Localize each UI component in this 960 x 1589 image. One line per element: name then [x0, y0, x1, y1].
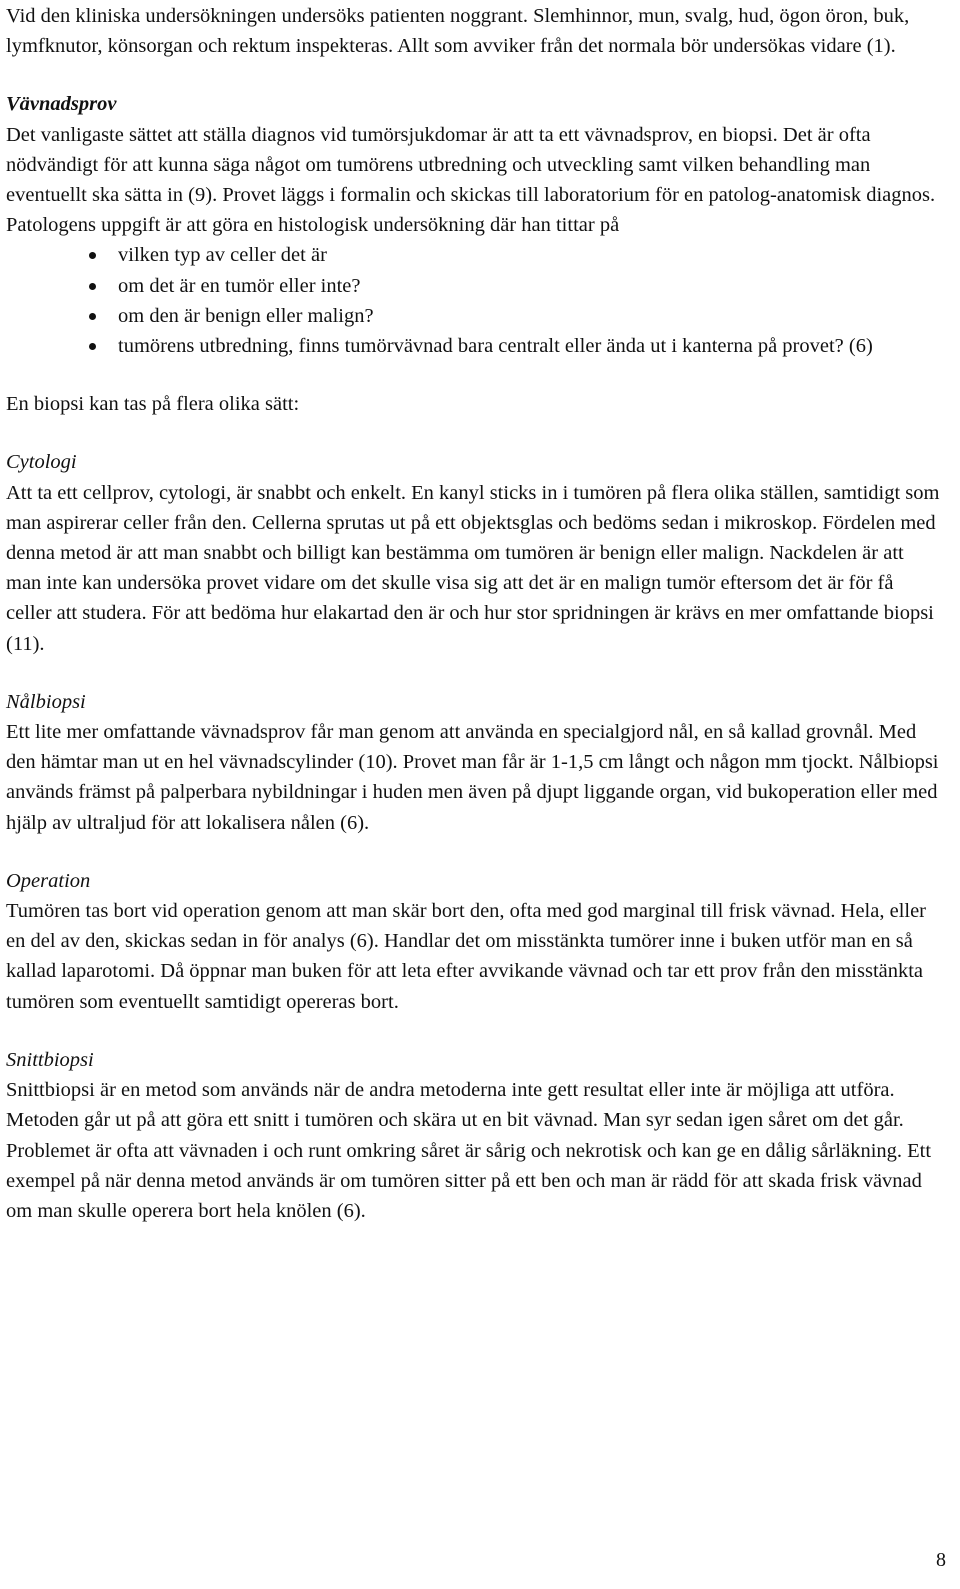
- cytologi-paragraph: Att ta ett cellprov, cytologi, är snabbt och enkelt. En kanyl sticks in i tumören på flera olika ställen, samtidigt som man aspirerar celler från den. Cellerna sprutas ut på ett objektsglas och bedöms sedan i mikroskop. Fördelen med denna metod är att man snabbt och billigt kan bestämma om tumören är benign eller malign. Nackdelen är att man inte kan undersöka provet vidare om det skulle visa sig att det är en malign tumör eftersom det är för få celler att studera. För att bedöma hur elakartad den är och hur stor spridningen är krävs en mer omfattande biopsi (11).: [6, 481, 940, 655]
- list-item: [118, 271, 942, 301]
- list-item: [118, 301, 942, 331]
- heading-nalbiopsi: Nålbiopsi: [6, 690, 86, 713]
- bullet-dot-icon: [89, 313, 96, 320]
- operation-paragraph: Tumören tas bort vid operation genom att man skär bort den, ofta med god marginal till frisk vävnad. Hela, eller en del av den, skickas sedan in för analys (6). Handlar det om misstänkta tumörer inne i buken utför man en så kallad laparotomi. Då öppnar man buken för att leta efter avvikande vävnad och tar ett prov från den misstänkta tumören som eventuellt samtidigt opereras bort.: [6, 900, 927, 1013]
- heading-vavnadsprov: Vävnadsprov: [6, 93, 117, 116]
- bullet-dot-icon: [89, 252, 96, 259]
- heading-cytologi: Cytologi: [6, 451, 77, 474]
- list-item-text: om den är benign eller malign?: [118, 304, 374, 327]
- biopsy-intro: En biopsi kan tas på flera olika sätt:: [6, 393, 300, 416]
- list-item-text: tumörens utbredning, finns tumörvävnad bara centralt eller ända ut i kanterna på provet? (6): [118, 335, 873, 358]
- page-number: 8: [936, 1549, 946, 1571]
- bullet-dot-icon: [89, 343, 96, 350]
- bullet-dot-icon: [89, 283, 96, 290]
- histology-bullet-list: [6, 240, 942, 361]
- list-item-text: om det är en tumör eller inte?: [118, 274, 361, 297]
- vavnadsprov-paragraph: Det vanligaste sättet att ställa diagnos vid tumörsjukdomar är att ta ett vävnadsprov, en biopsi. Det är ofta nödvändigt för att kunna säga något om tumörens utbredning och utveckling samt vilken behandling man eventuellt ska sätta in (9). Provet läggs i formalin och skickas till laboratorium för en patolog-anatomisk diagnos. Patologens uppgift är att göra en histologisk undersökning där han tittar på: [6, 123, 936, 237]
- heading-operation: Operation: [6, 869, 91, 892]
- heading-snittbiopsi: Snittbiopsi: [6, 1048, 94, 1071]
- list-item: [118, 240, 942, 270]
- snittbiopsi-paragraph: Snittbiopsi är en metod som används när de andra metoderna inte gett resultat eller inte är möjliga att utföra. Metoden går ut på att göra ett snitt i tumören och skära ut en bit vävnad. Man syr sedan igen såret om det går. Problemet är ofta att vävnaden i och runt omkring såret är sårig och nekrotisk och kan ge en dålig sårläkning. Ett exempel på när denna metod används är om tumören sitter på ett ben och man är rädd för att skada frisk vävnad om man skulle operera bort hela knölen (6).: [6, 1079, 932, 1222]
- intro-paragraph: Vid den kliniska undersökningen undersöks patienten noggrant. Slemhinnor, mun, svalg, hud, ögon öron, buk, lymfknutor, könsorgan och rektum inspekteras. Allt som avviker från det normala bör undersökas vidare (1).: [6, 5, 910, 58]
- list-item-text: vilken typ av celler det är: [118, 244, 327, 267]
- list-item: [118, 331, 942, 361]
- nalbiopsi-paragraph: Ett lite mer omfattande vävnadsprov får man genom att använda en specialgjord nål, en så kallad grovnål. Med den hämtar man ut en hel vävnadscylinder (10). Provet man får är 1-1,5 cm långt och någon mm tjockt. Nålbiopsi används främst på palperbara nybildningar i huden men även på djupt liggande organ, vid bukoperation eller med hjälp av ultraljud för att lokalisera nålen (6).: [6, 721, 939, 834]
